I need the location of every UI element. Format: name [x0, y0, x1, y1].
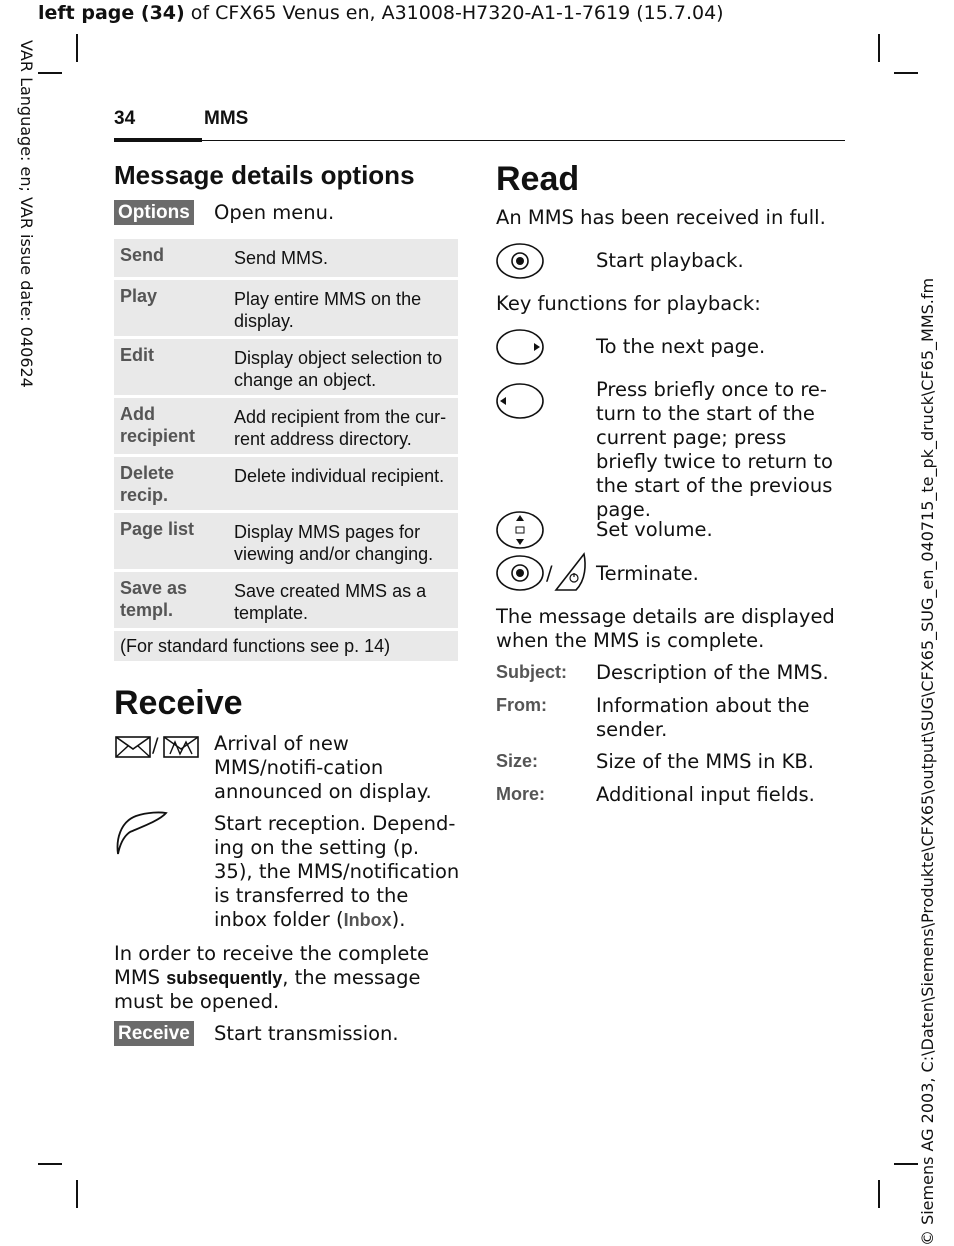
page-number: 34	[114, 108, 136, 129]
options-footer: (For standard functions see p. 14)	[114, 631, 458, 661]
navigation-key-center-icon	[496, 554, 546, 592]
read-heading: Read	[496, 160, 580, 198]
crop-mark	[38, 72, 62, 74]
side-margin-right: © Siemens AG 2003, C:\Daten\Siemens\Produkte\CFX65\output\SUG\CFX65_SUG_en_040715_te_pk_druck\CF65_MMS.fm	[918, 277, 937, 1246]
navigation-key-center-icon	[496, 242, 546, 280]
left-softkey-icon	[114, 810, 170, 858]
terminate-text: Terminate.	[596, 562, 699, 585]
option-desc: Display MMS pages for viewing and/or changing.	[228, 513, 458, 569]
option-key: Page list	[114, 513, 228, 569]
option-key: Play	[114, 280, 228, 336]
field-desc: Additional input fields.	[596, 783, 815, 806]
navigation-key-right-icon	[496, 328, 546, 366]
option-key: Delete recip.	[114, 457, 228, 510]
navigation-key-volume-icon	[496, 510, 546, 550]
receive-softkey-text: Start transmission.	[214, 1022, 399, 1045]
receive-softkey[interactable]: Receive	[114, 1021, 194, 1046]
option-desc: Delete individual recipient.	[228, 457, 458, 510]
field-label: Size:	[496, 751, 539, 771]
crop-mark	[76, 1180, 78, 1208]
option-key: Save as templ.	[114, 572, 228, 628]
table-row[interactable]	[114, 339, 458, 395]
options-table	[114, 236, 458, 664]
table-row[interactable]	[114, 457, 458, 510]
options-softkey-text: Open menu.	[214, 201, 335, 224]
navigation-key-left-icon	[496, 382, 546, 420]
table-row[interactable]	[114, 280, 458, 336]
option-desc: Save created MMS as a template.	[228, 572, 458, 628]
field-desc: Size of the MMS in KB.	[596, 750, 814, 773]
field-label: Subject:	[496, 662, 568, 682]
notification-envelope-icon	[162, 734, 202, 760]
arrival-text: Arrival of new MMS/notifi-cation announced on display.	[214, 732, 432, 803]
option-key: Send	[114, 239, 228, 277]
option-desc: Display object selection to change an object.	[228, 339, 458, 395]
start-reception-text: Start reception. Depend-ing on the setting (p. 35), the MMS/notification is transferred to the inbox folder (Inbox).	[214, 812, 460, 931]
next-page-text: To the next page.	[596, 335, 766, 358]
end-call-key-icon	[554, 550, 588, 594]
option-key: Add recipient	[114, 398, 228, 454]
read-intro: An MMS has been received in full.	[496, 206, 826, 229]
table-row[interactable]	[114, 572, 458, 628]
crop-mark	[38, 1163, 62, 1165]
option-desc: Play entire MMS on the display.	[228, 280, 458, 336]
field-desc: Description of the MMS.	[596, 661, 829, 684]
details-intro-text: The message details are displayed when the MMS is complete.	[496, 605, 835, 652]
table-row	[114, 631, 458, 661]
table-row[interactable]	[114, 239, 458, 277]
print-header: left page (34) of CFX65 Venus en, A31008-H7320-A1-1-7619 (15.7.04)	[38, 2, 724, 24]
start-playback-text: Start playback.	[596, 249, 744, 272]
key-functions-text: Key functions for playback:	[496, 292, 761, 315]
option-desc: Send MMS.	[228, 239, 458, 277]
table-row[interactable]	[114, 513, 458, 569]
options-softkey[interactable]: Options	[114, 200, 194, 225]
header-rule	[114, 138, 202, 142]
crop-mark	[878, 34, 880, 62]
terminate-separator: /	[546, 562, 553, 585]
field-desc: Information about the sender.	[596, 694, 810, 741]
crop-mark	[894, 1163, 918, 1165]
table-row[interactable]	[114, 398, 458, 454]
set-volume-text: Set volume.	[596, 518, 713, 541]
option-desc: Add recipient from the cur-rent address directory.	[228, 398, 458, 454]
previous-page-text: Press briefly once to re-turn to the start of the current page; press briefly twice to return to the start of the previous page.	[596, 378, 833, 521]
crop-mark	[894, 72, 918, 74]
crop-mark	[76, 34, 78, 62]
option-key: Edit	[114, 339, 228, 395]
crop-mark	[878, 1180, 880, 1208]
header-rule	[202, 140, 845, 141]
receive-heading: Receive	[114, 684, 243, 722]
receive-subsequently-text: In order to receive the complete MMS subsequently, the message must be opened.	[114, 942, 430, 1013]
details-options-heading: Message details options	[114, 160, 415, 190]
arrival-separator: /	[152, 734, 159, 757]
side-margin-left: VAR Language: en; VAR issue date: 040624	[17, 40, 36, 388]
section-title: MMS	[204, 108, 249, 129]
field-label: From:	[496, 695, 547, 715]
field-label: More:	[496, 784, 545, 804]
